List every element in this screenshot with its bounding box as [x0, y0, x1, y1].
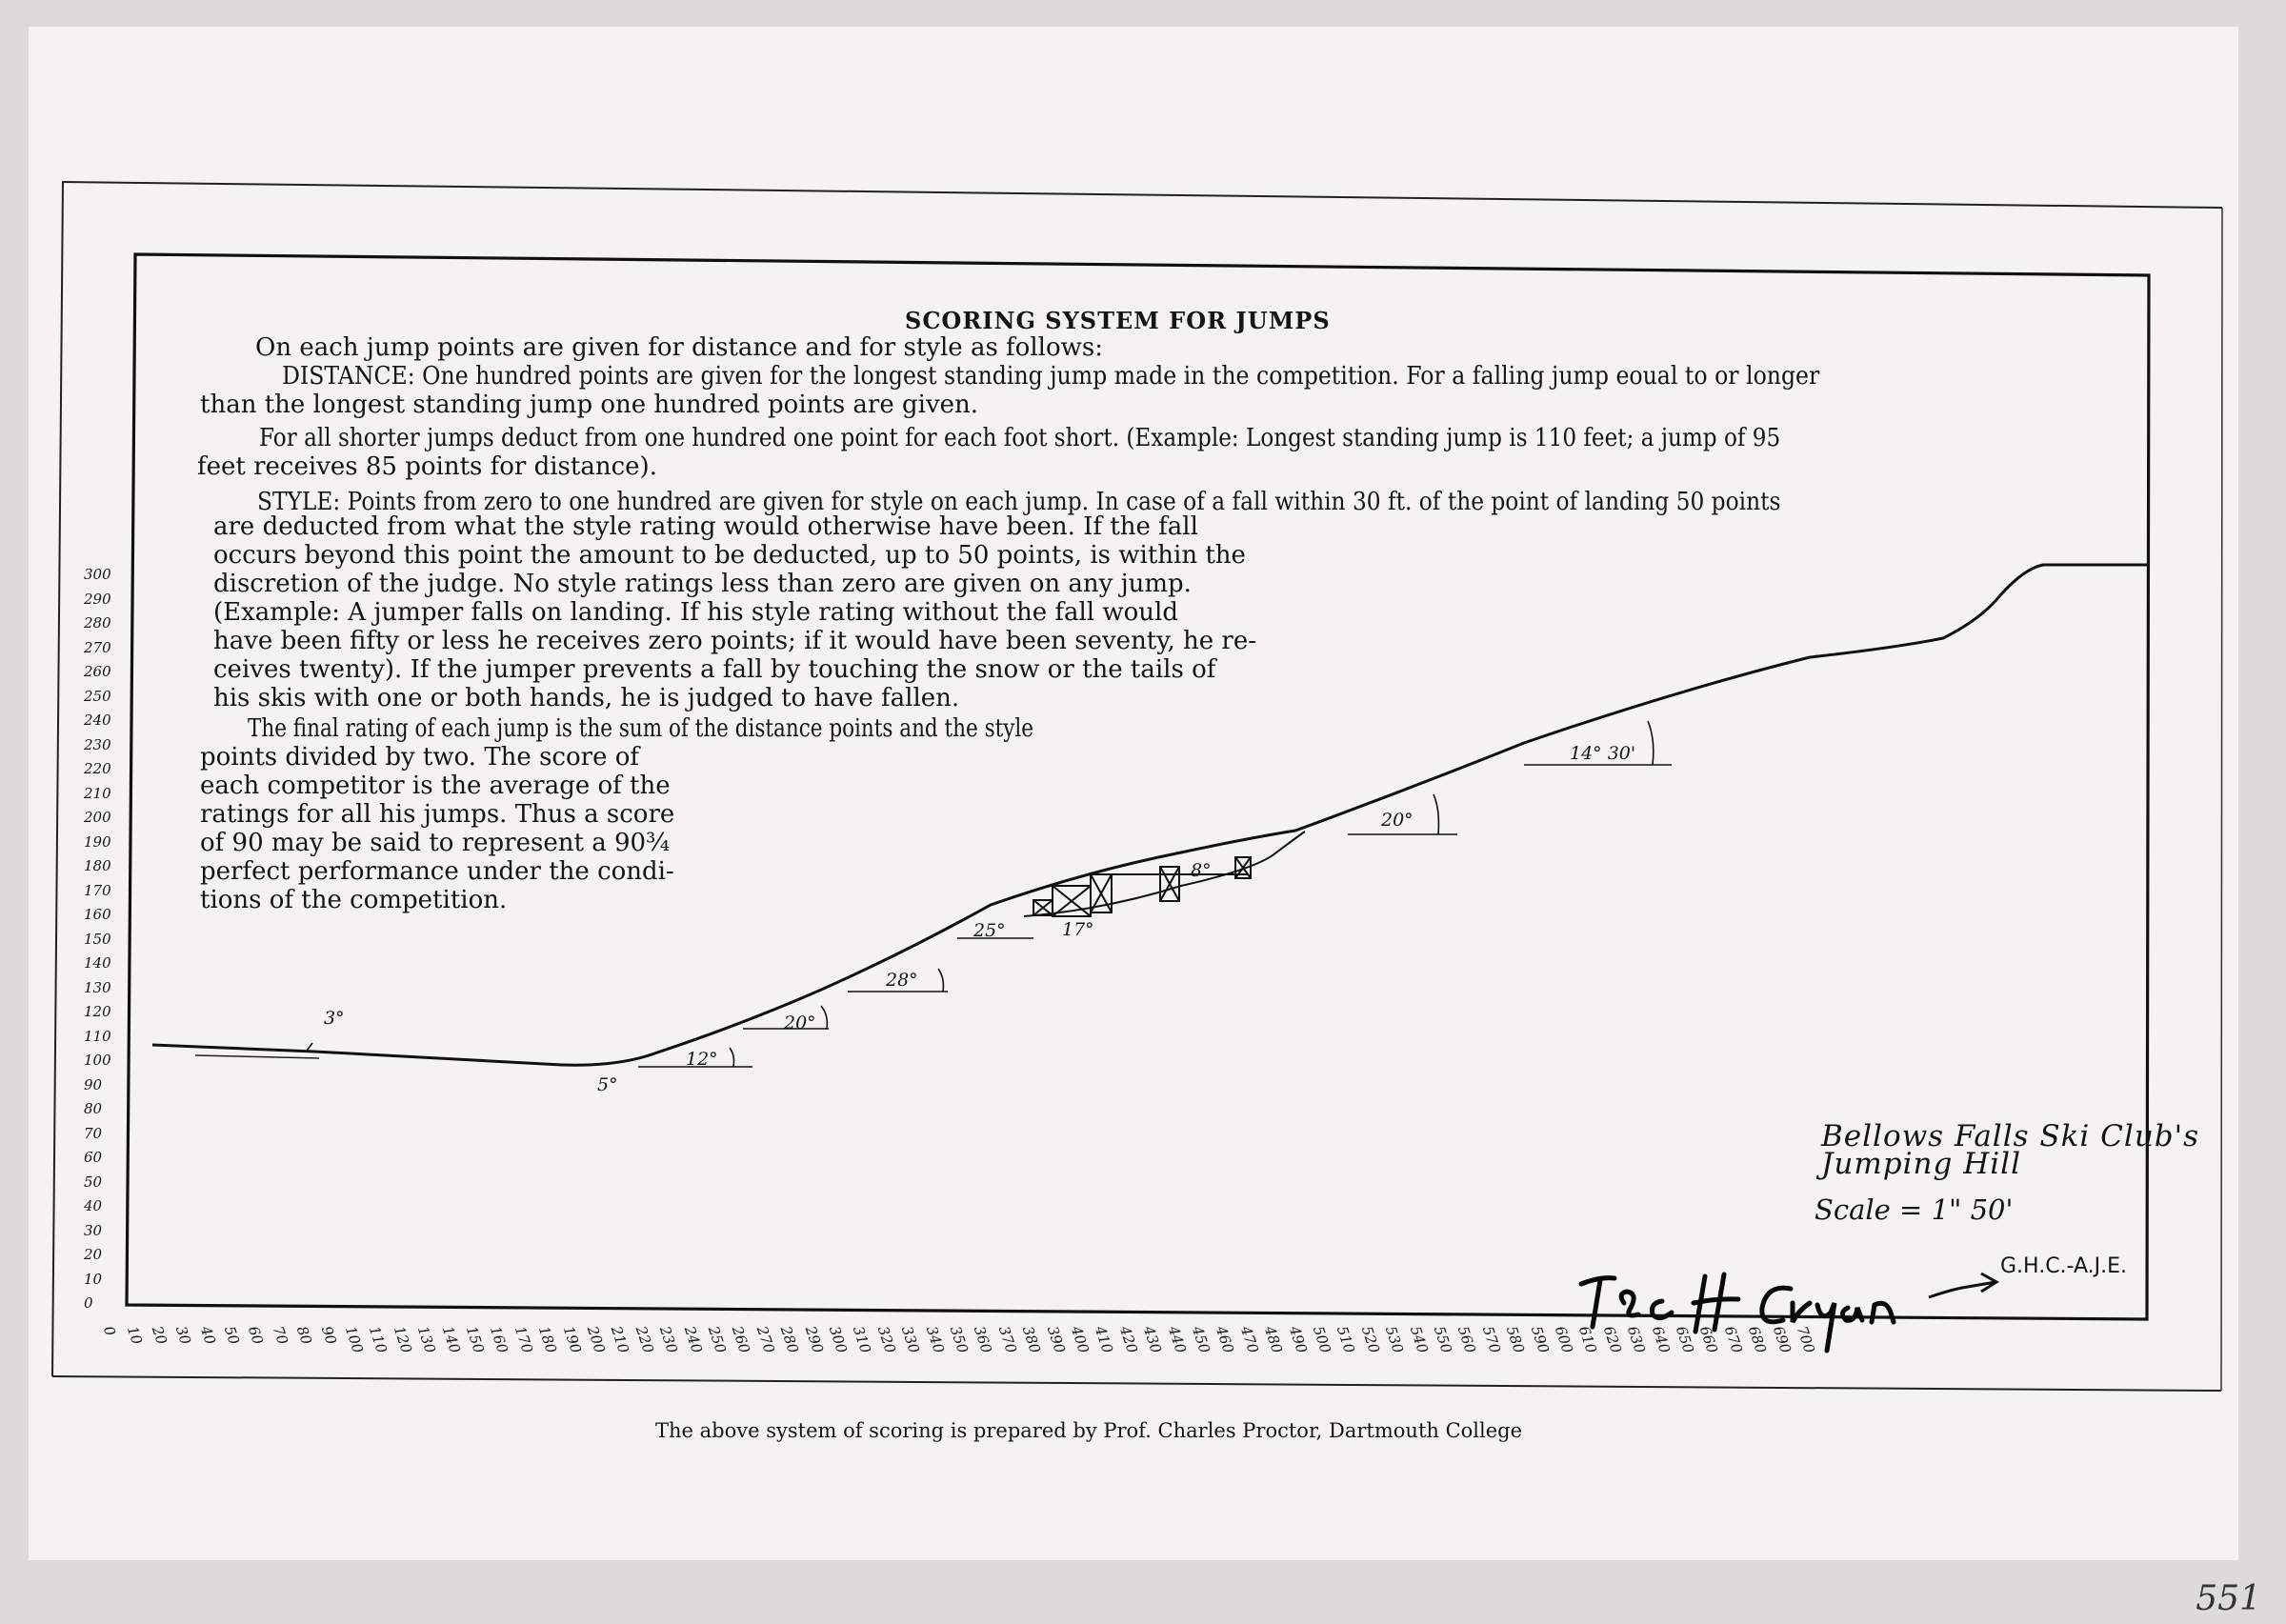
rules-text-line: perfect performance under the condi-: [200, 857, 674, 886]
x-axis-tick-label: 680: [1745, 1324, 1771, 1355]
caption: The above system of scoring is prepared by Prof. Charles Proctor, Dartmouth College: [655, 1419, 1523, 1442]
rules-text-line: occurs beyond this point the amount to be deducted, up to 50 points, is within the: [213, 541, 1246, 570]
x-axis-tick-label: 580: [1503, 1324, 1529, 1355]
y-axis-tick-label: 230: [84, 735, 111, 753]
rules-text-line: On each jump points are given for distance and for style as follows:: [255, 333, 1103, 362]
x-axis-tick-label: 20: [148, 1324, 170, 1347]
x-axis-tick-label: 360: [971, 1324, 996, 1355]
y-axis-tick-label: 160: [84, 906, 111, 923]
x-axis-tick-label: 620: [1599, 1324, 1625, 1355]
rules-text-line: (Example: A jumper falls on landing. If his style rating without the fall would: [213, 598, 1178, 627]
baseline-guide: [195, 1055, 319, 1058]
x-axis-tick-label: 300: [825, 1324, 851, 1355]
x-axis-tick-label: 0: [99, 1324, 119, 1338]
x-axis-tick-label: 490: [1285, 1324, 1311, 1355]
y-axis-tick-label: 110: [84, 1027, 111, 1045]
y-axis-tick-label: 100: [84, 1052, 111, 1069]
x-axis-tick-label: 190: [559, 1324, 585, 1355]
x-axis-tick-label: 560: [1454, 1324, 1480, 1355]
x-axis-tick-label: 670: [1720, 1324, 1746, 1355]
angle-label: 28°: [886, 970, 918, 991]
y-axis-tick-label: 60: [84, 1149, 103, 1166]
x-axis-tick-label: 340: [922, 1324, 948, 1355]
outer-border-left: [52, 182, 63, 1376]
x-axis-tick-label: 200: [583, 1324, 609, 1355]
angle-label: 5°: [597, 1074, 618, 1095]
x-axis-tick-label: 660: [1696, 1324, 1722, 1355]
y-axis-tick-label: 210: [84, 784, 111, 802]
rules-text-line: For all shorter jumps deduct from one hundred one point for each foot short. (Example: Longest standing jump is 110 feet; a jump of 95: [259, 424, 1781, 452]
x-axis-tick-label: 170: [511, 1324, 536, 1355]
x-axis-tick-label: 160: [487, 1324, 512, 1355]
signature-mark: [1572, 1255, 1915, 1360]
x-axis-tick-label: 370: [994, 1324, 1020, 1355]
y-axis-tick-label: 10: [84, 1270, 103, 1288]
x-axis-tick-label: 500: [1309, 1324, 1334, 1355]
y-axis-tick-label: 300: [84, 566, 111, 583]
rules-text-line: ratings for all his jumps. Thus a score: [200, 800, 675, 829]
angle-label: 17°: [1062, 919, 1094, 940]
x-axis-tick-label: 210: [608, 1324, 633, 1355]
rules-text-line: of 90 may be said to represent a 90¾: [200, 829, 671, 857]
hill-label-line2: Jumping Hill: [1821, 1147, 2021, 1181]
jump-scaffolding: [1033, 857, 1251, 916]
x-axis-tick-label: 10: [124, 1324, 147, 1347]
x-axis-tick-label: 250: [704, 1324, 730, 1355]
x-axis-tick-label: 590: [1527, 1324, 1553, 1355]
y-axis-tick-label: 270: [84, 638, 111, 656]
x-axis-tick-label: 400: [1067, 1324, 1093, 1355]
x-axis-tick-label: 280: [777, 1324, 803, 1355]
angle-label: 3°: [324, 1008, 345, 1029]
x-axis-tick-label: 290: [801, 1324, 827, 1355]
rules-text-line: The final rating of each jump is the sum of the distance points and the style: [248, 714, 1034, 743]
rules-text-line: his skis with one or both hands, he is judged to have fallen.: [213, 684, 960, 712]
outer-border-bottom: [52, 1376, 2221, 1391]
x-axis-tick-label: 540: [1406, 1324, 1432, 1355]
x-axis-tick-label: 470: [1236, 1324, 1262, 1355]
x-axis-tick-label: 530: [1382, 1324, 1408, 1355]
x-axis-tick-label: 150: [462, 1324, 488, 1355]
rules-text-line: each competitor is the average of the: [200, 772, 671, 800]
y-axis-tick-label: 190: [84, 832, 111, 851]
angle-label: 20°: [784, 1012, 816, 1033]
rules-text-line: ceives twenty). If the jumper prevents a fall by touching the snow or the tails of: [213, 655, 1216, 684]
y-axis-tick-label: 290: [84, 590, 111, 608]
x-axis-tick-label: 450: [1188, 1324, 1213, 1355]
x-axis-tick-label: 550: [1430, 1324, 1455, 1355]
x-axis-tick-label: 630: [1624, 1324, 1650, 1355]
y-axis-tick-label: 30: [84, 1221, 103, 1239]
y-axis-tick-label: 140: [84, 954, 111, 972]
x-axis-tick-label: 140: [438, 1324, 464, 1355]
scale-label: Scale = 1" 50': [1815, 1193, 2014, 1226]
y-axis-tick-label: 280: [84, 614, 111, 632]
angle-label: 12°: [686, 1049, 718, 1070]
rules-text-line: feet receives 85 points for distance).: [197, 452, 657, 481]
y-axis-tick-label: 20: [84, 1246, 103, 1263]
x-axis-tick-label: 480: [1261, 1324, 1287, 1355]
y-axis-tick-label: 200: [84, 809, 111, 826]
x-axis-tick-label: 260: [729, 1324, 754, 1355]
x-axis-tick-label: 510: [1334, 1324, 1359, 1355]
rules-text-line: discretion of the judge. No style ratings less than zero are given on any jump.: [213, 570, 1192, 598]
x-axis-tick-label: 90: [317, 1324, 340, 1347]
x-axis-tick-label: 270: [752, 1324, 778, 1355]
outer-border-right: [2221, 208, 2222, 1391]
x-axis-tick-label: 30: [172, 1324, 195, 1347]
x-axis-tick-label: 330: [898, 1324, 924, 1355]
x-axis-tick-label: 80: [293, 1324, 316, 1347]
x-axis-tick-label: 220: [632, 1324, 657, 1355]
y-axis-tick-label: 80: [84, 1100, 103, 1117]
x-axis-tick-label: 50: [220, 1324, 243, 1347]
y-axis-tick-label: 180: [84, 857, 111, 874]
x-axis-tick-label: 520: [1357, 1324, 1383, 1355]
y-axis-tick-label: 90: [84, 1075, 103, 1093]
y-axis-tick-label: 260: [84, 663, 111, 680]
rules-text-line: points divided by two. The score of: [200, 743, 639, 772]
x-axis-tick-label: 70: [269, 1324, 291, 1347]
arrow-icon: [1929, 1273, 1996, 1297]
y-axis-tick-label: 40: [84, 1197, 103, 1214]
angle-label: 20°: [1381, 810, 1414, 831]
x-axis-tick-label: 650: [1672, 1324, 1697, 1355]
outer-border: [62, 182, 2222, 208]
x-axis-tick-label: 600: [1551, 1324, 1576, 1355]
x-axis-tick-label: 640: [1648, 1324, 1674, 1355]
x-axis-tick-label: 60: [245, 1324, 268, 1347]
x-axis-tick-label: 40: [196, 1324, 219, 1347]
x-axis-tick-label: 570: [1478, 1324, 1504, 1355]
x-axis-tick-label: 310: [850, 1324, 875, 1355]
scoring-title: SCORING SYSTEM FOR JUMPS: [905, 307, 1331, 334]
x-axis-tick-label: 130: [414, 1324, 440, 1355]
y-axis-tick-label: 0: [84, 1294, 93, 1312]
hill-label-line1: Bellows Falls Ski Club's: [1821, 1119, 2200, 1153]
y-axis-tick-label: 240: [84, 712, 111, 729]
x-axis-tick-label: 690: [1769, 1324, 1795, 1355]
x-axis-tick-label: 440: [1164, 1324, 1190, 1355]
y-axis-tick-label: 130: [84, 978, 111, 996]
angle-label: 14° 30': [1570, 743, 1636, 764]
x-axis-tick-label: 110: [366, 1324, 391, 1355]
rules-text-line: DISTANCE: One hundred points are given for the longest standing jump made in the competition. For a falling jump eoual to or longer: [282, 362, 1820, 391]
x-axis-tick-label: 380: [1019, 1324, 1045, 1355]
y-axis-tick-label: 220: [84, 760, 111, 777]
y-axis-tick-label: 250: [84, 687, 111, 705]
rules-text-line: are deducted from what the style rating would otherwise have been. If the fall: [213, 512, 1198, 541]
rules-text-line: STYLE: Points from zero to one hundred are given for style on each jump. In case of a fall within 30 ft. of the point of landing 50 points: [257, 488, 1781, 516]
plate-number: 551: [2196, 1579, 2261, 1618]
x-axis-tick-label: 410: [1092, 1324, 1117, 1355]
x-axis-tick-label: 430: [1140, 1324, 1166, 1355]
angle-label: 25°: [973, 920, 1006, 941]
x-axis-tick-label: 240: [680, 1324, 706, 1355]
y-axis-tick-label: 150: [84, 930, 111, 948]
angle-label: 8°: [1191, 860, 1212, 881]
x-axis-tick-label: 230: [656, 1324, 682, 1355]
x-axis-tick-label: 320: [873, 1324, 899, 1355]
y-axis-tick-label: 120: [84, 1003, 111, 1020]
x-axis-tick-label: 460: [1213, 1324, 1238, 1355]
x-axis-tick-label: 610: [1575, 1324, 1601, 1355]
drafter-initials: G.H.C.-A.J.E.: [2000, 1254, 2128, 1278]
x-axis-tick-label: 350: [946, 1324, 972, 1355]
y-axis-tick-label: 70: [84, 1124, 103, 1142]
rules-text-line: have been fifty or less he receives zero points; if it would have been seventy, he re-: [213, 627, 1257, 655]
x-axis-tick-label: 390: [1043, 1324, 1069, 1355]
rules-text-line: tions of the competition.: [200, 886, 508, 914]
x-axis-tick-label: 120: [390, 1324, 415, 1355]
x-axis-tick-label: 180: [535, 1324, 561, 1355]
y-axis-tick-label: 170: [84, 881, 111, 899]
x-axis-tick-label: 700: [1793, 1324, 1818, 1355]
x-axis-tick-label: 100: [341, 1324, 367, 1355]
x-axis-tick-label: 420: [1115, 1324, 1141, 1355]
rules-text-line: than the longest standing jump one hundred points are given.: [200, 391, 979, 419]
y-axis-tick-label: 50: [84, 1173, 103, 1191]
